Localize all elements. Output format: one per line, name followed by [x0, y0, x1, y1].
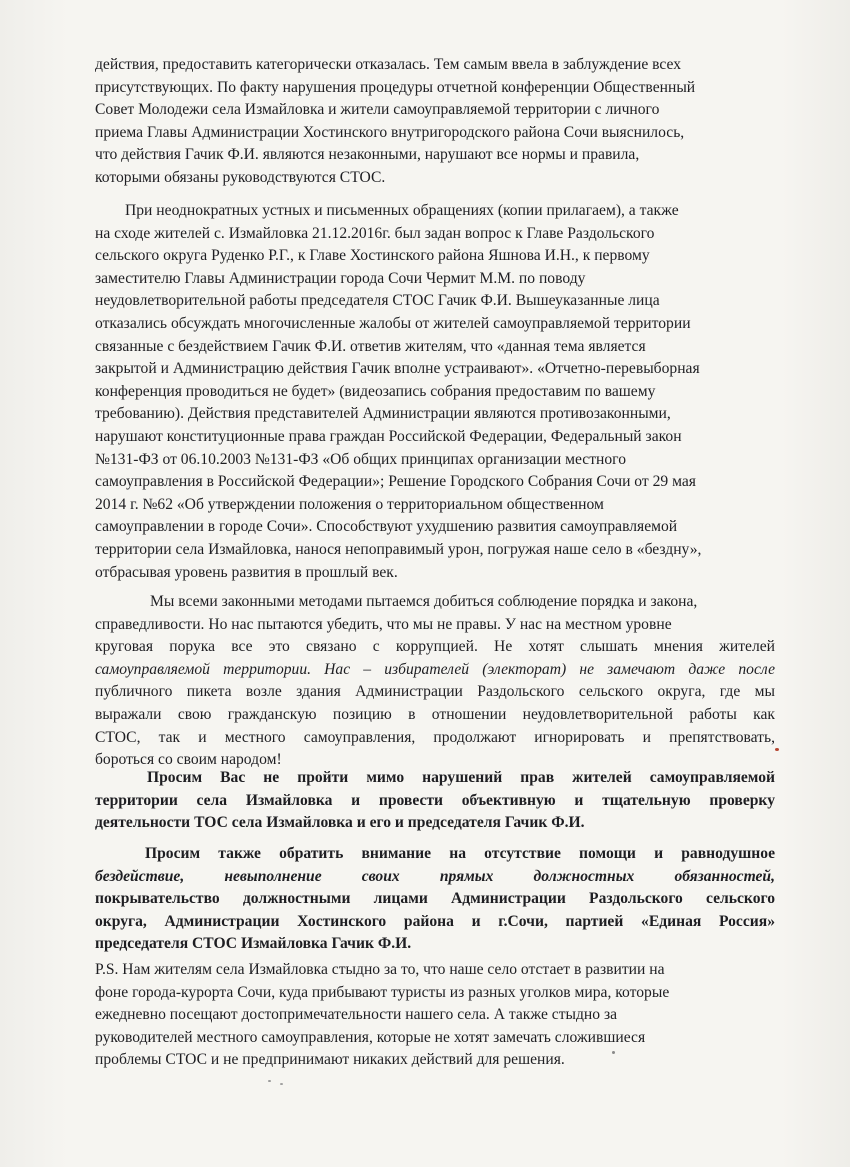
text-line: №131-ФЗ от 06.10.2003 №131-ФЗ «Об общих принципах организации местного: [95, 450, 626, 468]
text-line: бороться со своим народом!: [95, 751, 282, 769]
text-line: заместителю Главы Администрации города Сочи Чермит М.М. по поводу: [95, 269, 586, 287]
scan-speck: [612, 1051, 615, 1054]
paragraph-3: [95, 591, 775, 772]
text-line: При неоднократных устных и письменных обращениях (копии прилагаем), а также: [125, 202, 679, 219]
text-line: присутствующих. По факту нарушения процедуры отчетной конференции Общественный: [95, 78, 696, 96]
text-line: нарушают конституционные права граждан Российской Федерации, Федеральный закон: [95, 427, 682, 445]
text-line: фоне города-курорта Сочи, куда прибывают туристы из разных уголков мира, которые: [95, 983, 670, 1001]
text-line: самоуправлении в городе Сочи». Способствуют ухудшению развития самоуправляемой: [95, 518, 678, 536]
paragraph-4-request: [95, 767, 775, 835]
text-line: неудовлетворительной работы председателя СТОС Гачик Ф.И. Вышеуказанные лица: [95, 292, 660, 310]
text-line: Мы всеми законными методами пытаемся добиться соблюдение порядка и закона,: [150, 593, 698, 610]
text-line: приема Главы Администрации Хостинского внутригородского района Сочи выяснилось,: [95, 123, 685, 141]
text-line: самоуправления в Российской Федерации»; Решение Городского Собрания Сочи от 29 мая: [95, 473, 696, 491]
scan-speck: [775, 748, 779, 751]
text-line: конференция проводиться не будет» (видеозапись собрания предоставим по вашему: [95, 382, 656, 400]
text-line: руководителей местного самоуправления, которые не хотят замечать сложившиеся: [95, 1028, 646, 1046]
text-line: требованию). Действия представителей Администрации являются противозаконными,: [95, 405, 671, 423]
text-line: проблемы СТОС и не предпринимают никаких действий для решения.: [95, 1051, 565, 1069]
text-line: что действия Гачик Ф.И. являются незаконными, нарушают все нормы и правила,: [95, 146, 640, 164]
text-line: Просим Вас не пройти мимо нарушений прав жителей самоуправляемой: [147, 769, 775, 786]
text-line: выражали свою гражданскую позицию в отношении неудовлетворительной работы как: [95, 705, 775, 723]
text-line: сельского округа Руденко Р.Г., к Главе Хостинского района Яшнова И.Н., к первому: [95, 247, 650, 265]
text-line: отбрасывая уровень развития в прошлый век.: [95, 563, 398, 581]
scan-speck: [280, 1083, 283, 1085]
text-line: круговая порука все это связано с коррупцией. Не хотят слышать мнения жителей: [95, 638, 775, 656]
paragraph-5-request: [95, 843, 775, 956]
text-line: на сходе жителей с. Измайловка 21.12.2016г. был задан вопрос к Главе Раздольского: [95, 224, 655, 242]
text-line: P.S. Нам жителям села Измайловка стыдно за то, что наше село отстает в развитии на: [95, 961, 665, 978]
text-line: действия, предоставить категорически отказалась. Тем самым ввела в заблуждение всех: [95, 56, 682, 73]
text-line: связанные с бездействием Гачик Ф.И. ответив жителям, что «данная тема является: [95, 337, 646, 355]
text-line: самоуправляемой территории. Нас – избирателей (электорат) не замечают даже после: [95, 660, 775, 678]
paragraph-1: [95, 54, 775, 190]
text-line: бездействие, невыполнение своих прямых должностных обязанностей,: [95, 867, 775, 885]
text-line: деятельности ТОС села Измайловка и его и председателя Гачик Ф.И.: [95, 814, 585, 832]
text-line: публичного пикета возле здания Администрации Раздольского сельского округа, где мы: [95, 683, 775, 701]
text-line: Совет Молодежи села Измайловка и жители самоуправляемой территории с личного: [95, 101, 660, 119]
text-line: покрывательство должностными лицами Администрации Раздольского сельского: [95, 890, 775, 908]
text-line: территории села Измайловка, нанося непоправимый урон, погружая наше село в «бездну»,: [95, 540, 702, 558]
text-line: которыми обязаны руководствуются СТОС.: [95, 168, 386, 186]
text-line: отказались обсуждать многочисленные жалобы от жителей самоуправляемой территории: [95, 314, 691, 332]
paragraph-6-ps: [95, 959, 775, 1072]
text-line: председателя СТОС Измайловка Гачик Ф.И.: [95, 935, 412, 953]
text-line: СТОС, так и местного самоуправления, продолжают игнорировать и препятствовать,: [95, 728, 775, 746]
text-line: Просим также обратить внимание на отсутствие помощи и равнодушное: [145, 845, 775, 862]
scan-speck: [268, 1080, 271, 1082]
text-line: ежедневно посещают достопримечательности нашего села. А также стыдно за: [95, 1006, 618, 1024]
text-line: 2014 г. №62 «Об утверждении положения о территориальном общественном: [95, 495, 604, 513]
text-line: справедливости. Но нас пытаются убедить, что мы не правы. У нас на местном уровне: [95, 615, 672, 633]
paragraph-2: [95, 200, 775, 584]
text-line: закрытой и Администрацию действия Гачик вполне устраивают». «Отчетно-перевыборная: [95, 360, 700, 378]
text-line: округа, Администрации Хостинского района и г.Сочи, партией «Единая Россия»: [95, 912, 775, 930]
text-line: территории села Измайловка и провести объективную и тщательную проверку: [95, 791, 775, 809]
